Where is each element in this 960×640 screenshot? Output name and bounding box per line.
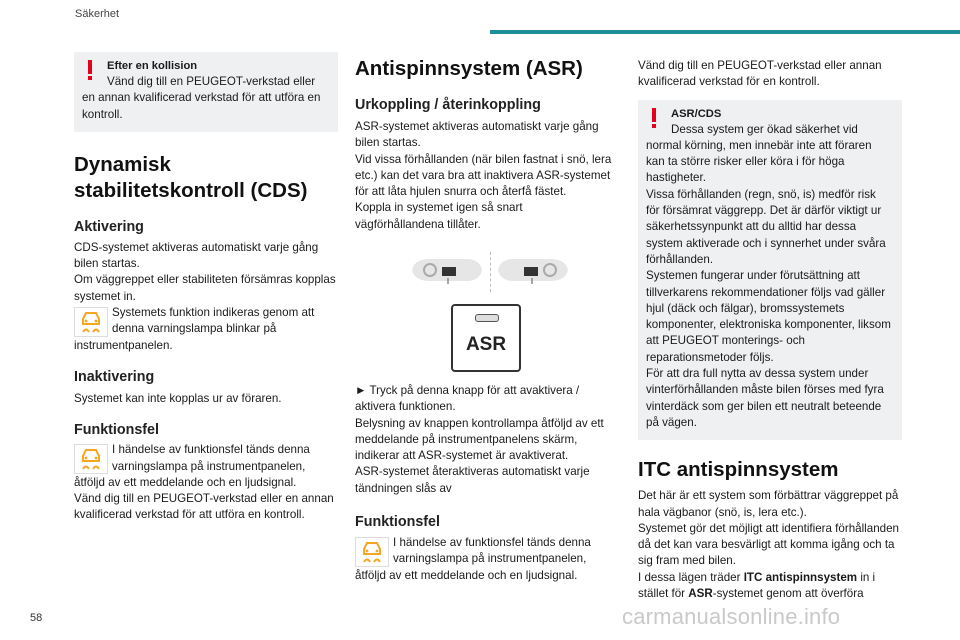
warning-exclamation-icon (86, 60, 94, 80)
itc-text-end: -systemet genom att överföra (712, 587, 864, 601)
collision-box-title: Efter en kollision (107, 60, 198, 72)
press-text: ► Tryck på denna knapp för att avaktivera / aktivera funktionen. Belysning av knappen kontrollampa åtföljd av ett meddelande på instrumentpanelens skärm, indikerar att ASR-systemet är avaktiverat. ASR-systemet återaktiveras automatiskt varje tändningen slås av (355, 384, 604, 495)
asr-cds-box-text: normal körning, men innebär inte att föraren kan ta större risker eller köra i för höga hastigheter. Vissa förhållanden (regn, snö, is) medför risk för försämrat väggrepp. Det är därför viktigt ur säkerhetssynpunkt att du alltid har dessa system aktiverade och i synnerhet under svåra förhållanden. Systemen fungerar under förutsättning att tillverkarens rekommendationer följs vad gäller hjul (däck och fälgar), bromssystemets komponenter, elektroniska komponenter, liksom att PEUGEOT monterings- och reparationsmetoder följs. För att dra full nytta av dessa system under vinterförhållanden måste bilen förses med fyra vinterdäck som ger bilen ett neutralt beteende på vägen. (646, 138, 891, 429)
asr-malfunction-icon-row (355, 535, 612, 568)
intro-text: Vänd dig till en PEUGEOT-verkstad eller annan kvalificerad verkstad för en kontroll. (638, 59, 882, 89)
cds-title: Dynamisk stabilitetskontroll (CDS) (74, 152, 308, 202)
collision-warning-box (74, 52, 338, 132)
malfunction-icon-row (74, 442, 338, 475)
skid-warning-icon (74, 444, 108, 474)
uncoupling-heading: Urkoppling / återinkoppling (355, 97, 541, 113)
button-indicator-lamp (475, 314, 499, 322)
warning-exclamation-icon (650, 108, 658, 128)
itc-text-plain: Det här är ett system som förbättrar väggreppet på hala vägbanor (snö, is, lera etc.). Systemet gör det möjligt att identifiera förhållanden då det kan vara besvärligt att komma igång och ta sig fram med bilen. I dessa lägen träder (638, 489, 900, 584)
asr-malfunction-text: åtföljd av ett meddelande och en ljudsignal. (355, 568, 578, 582)
header-accent-bar (490, 30, 960, 34)
itc-bold-system: ITC antispinnsystem (743, 570, 858, 584)
watermark: carmanualsonline.info (622, 604, 841, 629)
asr-cds-box-line1: Dessa system ger ökad säkerhet vid (671, 122, 858, 136)
column-2 (355, 56, 612, 233)
activation-heading: Aktivering (74, 218, 144, 235)
column-1 (74, 52, 338, 524)
collision-box-text: en annan kvalificerad verkstad för att utföra en kontroll. (82, 91, 321, 121)
asr-cds-box-title: ASR/CDS (671, 107, 722, 120)
divider-dashed (490, 252, 491, 292)
asr-button-label: ASR (465, 334, 507, 355)
dashboard-illustration (496, 254, 572, 288)
asr-title: Antispinnsystem (ASR) (355, 57, 583, 80)
collision-box-line1: Vänd dig till en PEUGEOT-verkstad eller (107, 75, 316, 88)
activation-icon-rest: instrumentpanelen. (74, 338, 173, 352)
itc-text (638, 488, 902, 602)
skid-warning-icon (355, 537, 389, 567)
malfunction-icon-text: I händelse av funktionsfel tänds denna varningslampa på instrumentpanelen, (112, 443, 310, 473)
section-header: Säkerhet (75, 8, 120, 20)
skid-warning-icon (74, 307, 108, 337)
malfunction-heading: Funktionsfel (74, 422, 159, 439)
activation-text: CDS-systemet aktiveras automatiskt varje gång bilen startas. Om väggreppet eller stabiliteten försämras kopplas systemet in. (74, 240, 336, 303)
itc-bold-asr: ASR (688, 587, 713, 601)
itc-title: ITC antispinnsystem (638, 458, 839, 482)
uncoupling-text: ASR-systemet aktiveras automatiskt varje gång bilen startas. Vid vissa förhållanden (när bilen fastnat i snö, lera etc.) kan det vara bra att inaktivera ASR-systemet för att låta hjulen snurra och återfå fästet. Koppla in systemet igen så snart vägförhållandena tillåter. (355, 120, 612, 231)
activation-icon-text: Systemets funktion indikeras genom att denna varningslampa blinkar på (112, 306, 315, 336)
asr-button[interactable] (451, 304, 521, 372)
dashboard-illustration (408, 254, 484, 288)
column-2-lower (355, 383, 612, 584)
activation-icon-row (74, 305, 338, 338)
itc-text-mid: in i stället för (638, 570, 876, 601)
asr-malfunction-heading: Funktionsfel (355, 514, 440, 531)
asr-malfunction-icon-text: I händelse av funktionsfel tänds denna varningslampa på instrumentpanelen, (393, 536, 591, 566)
deactivation-text: Systemet kan inte kopplas ur av föraren. (74, 391, 282, 405)
page-number: 58 (30, 612, 43, 624)
asr-cds-warning-box (638, 100, 902, 441)
column-3 (638, 58, 902, 602)
deactivation-heading: Inaktivering (74, 368, 155, 385)
malfunction-text: åtföljd av ett meddelande och en ljudsignal. Vänd dig till en PEUGEOT-verkstad eller en annan kvalificerad verkstad för att utföra en kontroll. (74, 475, 334, 522)
